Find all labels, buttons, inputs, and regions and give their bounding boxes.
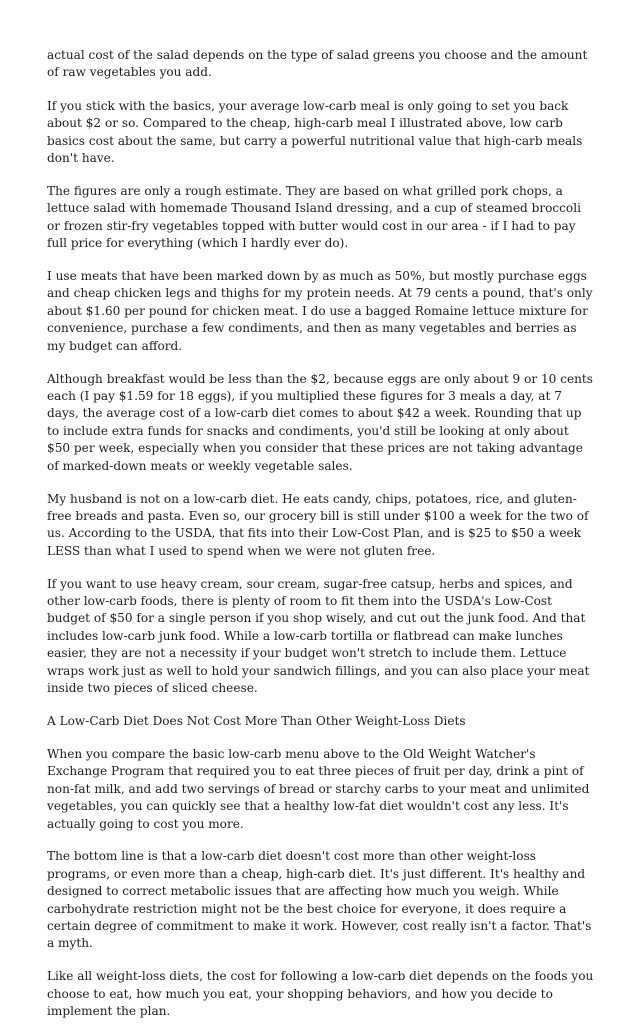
paragraph: The figures are only a rough estimate. They are based on what grilled pork chops, a lettuce salad with homemade Thousand Island dressing, and a cup of steamed broccoli or frozen stir-fry vegetables topped with butter would cost in our area - if I had to pay full price for everything (which I hardly ever do). bbox=[47, 183, 581, 251]
paragraph: If you stick with the basics, your average low-carb meal is only going to set you back about $2 or so. Compared to the cheap, high-carb meal I illustrated above, low carb basics cost about the same, but carry a powerful nutritional value that high-carb meals don't have. bbox=[47, 98, 583, 166]
paragraph: actual cost of the salad depends on the type of salad greens you choose and the amount of raw vegetables you add. bbox=[47, 48, 588, 80]
paragraph: When you compare the basic low-carb menu above to the Old Weight Watcher's Exchange Program that required you to eat three pieces of fruit per day, drink a pint of non-fat milk, and add two servings of bread or starchy carbs to your meat and unlimited vegetables, you can quickly see that a healthy low-fat diet wouldn't cost any less. It's actually going to cost you more. bbox=[47, 746, 590, 831]
paragraph: The bottom line is that a low-carb diet doesn't cost more than other weight-loss programs, or even more than a cheap, high-carb diet. It's just different. It's healthy and designed to correct metabolic issues that are affecting how much you weigh. While carbohydrate restriction might not be the best choice for everyone, it does require a certain degree of commitment to make it work. However, cost really isn't a factor. That's a myth. bbox=[47, 849, 592, 951]
paragraph: If you want to use heavy cream, sour cream, sugar-free catsup, herbs and spices, and other low-carb foods, there is plenty of room to fit them into the USDA's Low-Cost budget of $50 for a single person if you shop wisely, and cut out the junk food. And that includes low-carb junk food. While a low-carb tortilla or flatbread can make lunches easier, they are not a necessity if your budget won't stretch to include them. Lettuce wraps work just as well to hold your sandwich fillings, and you can also place your meat inside two pieces of sliced cheese. bbox=[47, 576, 590, 696]
paragraph: My husband is not on a low-carb diet. He eats candy, chips, potatoes, rice, and gluten-free breads and pasta. Even so, our grocery bill is still under $100 a week for the two of us. According to the USDA, that fits into their Low-Cost Plan, and is $25 to $50 a week LESS than what I used to spend when we were not gluten free. bbox=[47, 491, 589, 558]
document-page bbox=[47, 47, 595, 1036]
section-heading: A Low-Carb Diet Does Not Cost More Than Other Weight-Loss Diets bbox=[47, 714, 466, 728]
paragraph: Although breakfast would be less than the $2, because eggs are only about 9 or 10 cents each (I pay $1.59 for 18 eggs), if you multiplied these figures for 3 meals a day, at 7 days, the average cost of a low-carb diet comes to about $42 a week. Rounding that up to include extra funds for snacks and condiments, you'd still be looking at only about $50 per week, especially when you consider that these prices are not taking advantage of marked-down meats or weekly vegetable sales. bbox=[47, 371, 593, 473]
paragraph: Like all weight-loss diets, the cost for following a low-carb diet depends on the foods you choose to eat, how much you eat, your shopping behaviors, and how you decide to implement the plan. bbox=[47, 969, 594, 1019]
paragraph: I use meats that have been marked down by as much as 50%, but mostly purchase eggs and cheap chicken legs and thighs for my protein needs. At 79 cents a pound, that's only about $1.60 per pound for chicken meat. I do use a bagged Romaine lettuce mixture for convenience, purchase a few condiments, and then as many vegetables and berries as my budget can afford. bbox=[47, 269, 593, 353]
